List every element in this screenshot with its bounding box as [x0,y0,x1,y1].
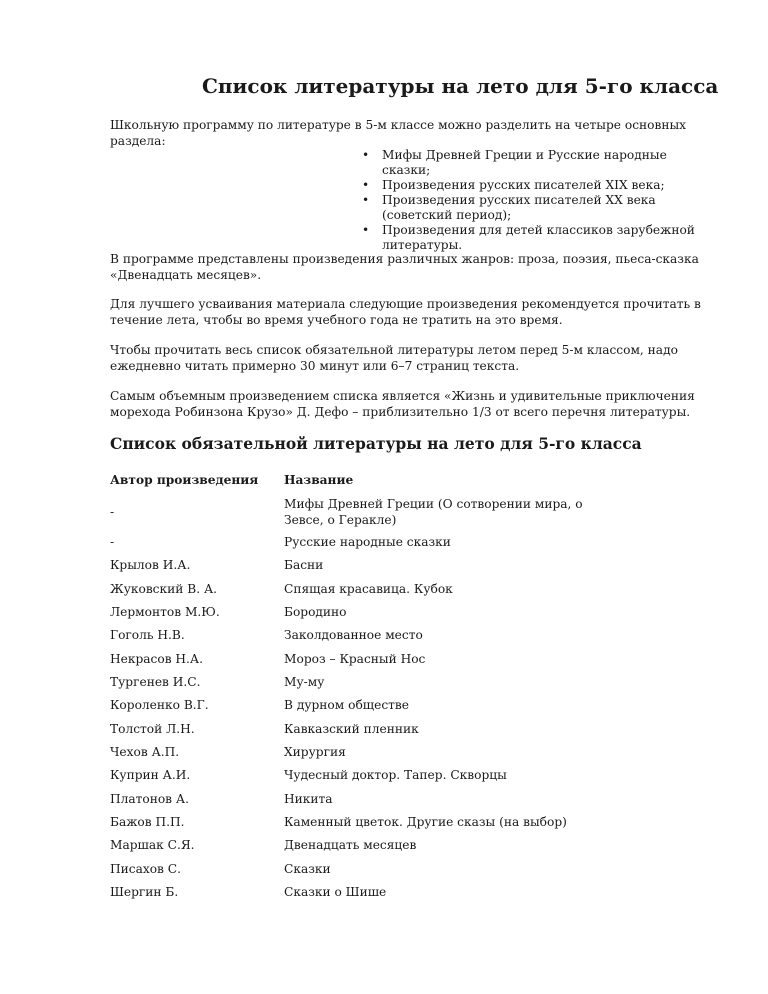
list-item: • Произведения для детей классиков зарубежной литературы. [362,223,695,252]
intro-paragraph: Школьную программу по литературе в 5-м классе можно разделить на четыре основных раздела: [110,118,687,148]
author-cell: Гоголь Н.В. [110,628,185,642]
title-cell: Каменный цветок. Другие сказы (на выбор) [284,815,567,829]
title-cell: Бородино [284,605,347,619]
title-cell: Му-му [284,675,325,689]
title-cell: Хирургия [284,745,346,759]
paragraph: Для лучшего усваивания материала следующие произведения рекомендуется прочитать в течение лета, чтобы во время учебного года не тратить на это время. [110,297,701,327]
title-cell: Сказки о Шише [284,885,387,899]
title-cell: Чудесный доктор. Тапер. Скворцы [284,768,507,782]
list-item: • Мифы Древней Греции и Русские народные сказки; [362,148,667,177]
author-cell: Короленко В.Г. [110,698,209,712]
author-cell: Некрасов Н.А. [110,652,204,666]
title-cell: Кавказский пленник [284,722,419,736]
paragraph: В программе представлены произведения различных жанров: проза, поэзия, пьеса-сказка «Двенадцать месяцев». [110,252,699,282]
author-cell: Чехов А.П. [110,745,180,759]
title-cell: Никита [284,792,333,806]
column-header-title: Название [284,473,354,487]
title-cell: Двенадцать месяцев [284,838,417,852]
author-cell: Жуковский В. А. [110,582,218,596]
list-item: • Произведения русских писателей XX века (советский период); [362,193,656,222]
title-cell: В дурном обществе [284,698,409,712]
author-cell: Платонов А. [110,792,190,806]
title-cell: Мифы Древней Греции (О сотворении мира, о Зевсе, о Геракле) [284,497,583,527]
paragraph: Чтобы прочитать весь список обязательной литературы летом перед 5-м классом, надо ежедневно читать примерно 30 минут или 6–7 страниц текста. [110,343,678,373]
author-cell: Писахов С. [110,862,181,876]
section-title: Список обязательной литературы на лето для 5-го класса [110,434,642,453]
author-cell: Бажов П.П. [110,815,185,829]
author-cell: - [110,505,115,519]
title-cell: Басни [284,558,324,572]
bullet-icon: • [362,148,370,162]
page-title: Список литературы на лето для 5-го класса [202,74,719,98]
author-cell: Маршак С.Я. [110,838,195,852]
author-cell: Тургенев И.С. [110,675,201,689]
author-cell: Лермонтов М.Ю. [110,605,220,619]
bullet-icon: • [362,223,370,237]
title-cell: Сказки [284,862,331,876]
author-cell: Крылов И.А. [110,558,191,572]
bullet-icon: • [362,178,370,192]
paragraph: Самым объемным произведением списка является «Жизнь и удивительные приключения морехода Робинзона Крузо» Д. Дефо – приблизительно 1/3 от всего перечня литературы. [110,389,695,419]
column-header-author: Автор произведения [110,473,259,487]
author-cell: Толстой Л.Н. [110,722,195,736]
title-cell: Мороз – Красный Нос [284,652,426,666]
author-cell: - [110,535,115,549]
author-cell: Куприн А.И. [110,768,191,782]
title-cell: Спящая красавица. Кубок [284,582,453,596]
title-cell: Заколдованное место [284,628,423,642]
sections-list [362,148,712,253]
title-cell: Русские народные сказки [284,535,451,549]
author-cell: Шергин Б. [110,885,179,899]
bullet-icon: • [362,193,370,207]
list-item: • Произведения русских писателей XIX века; [362,178,665,192]
